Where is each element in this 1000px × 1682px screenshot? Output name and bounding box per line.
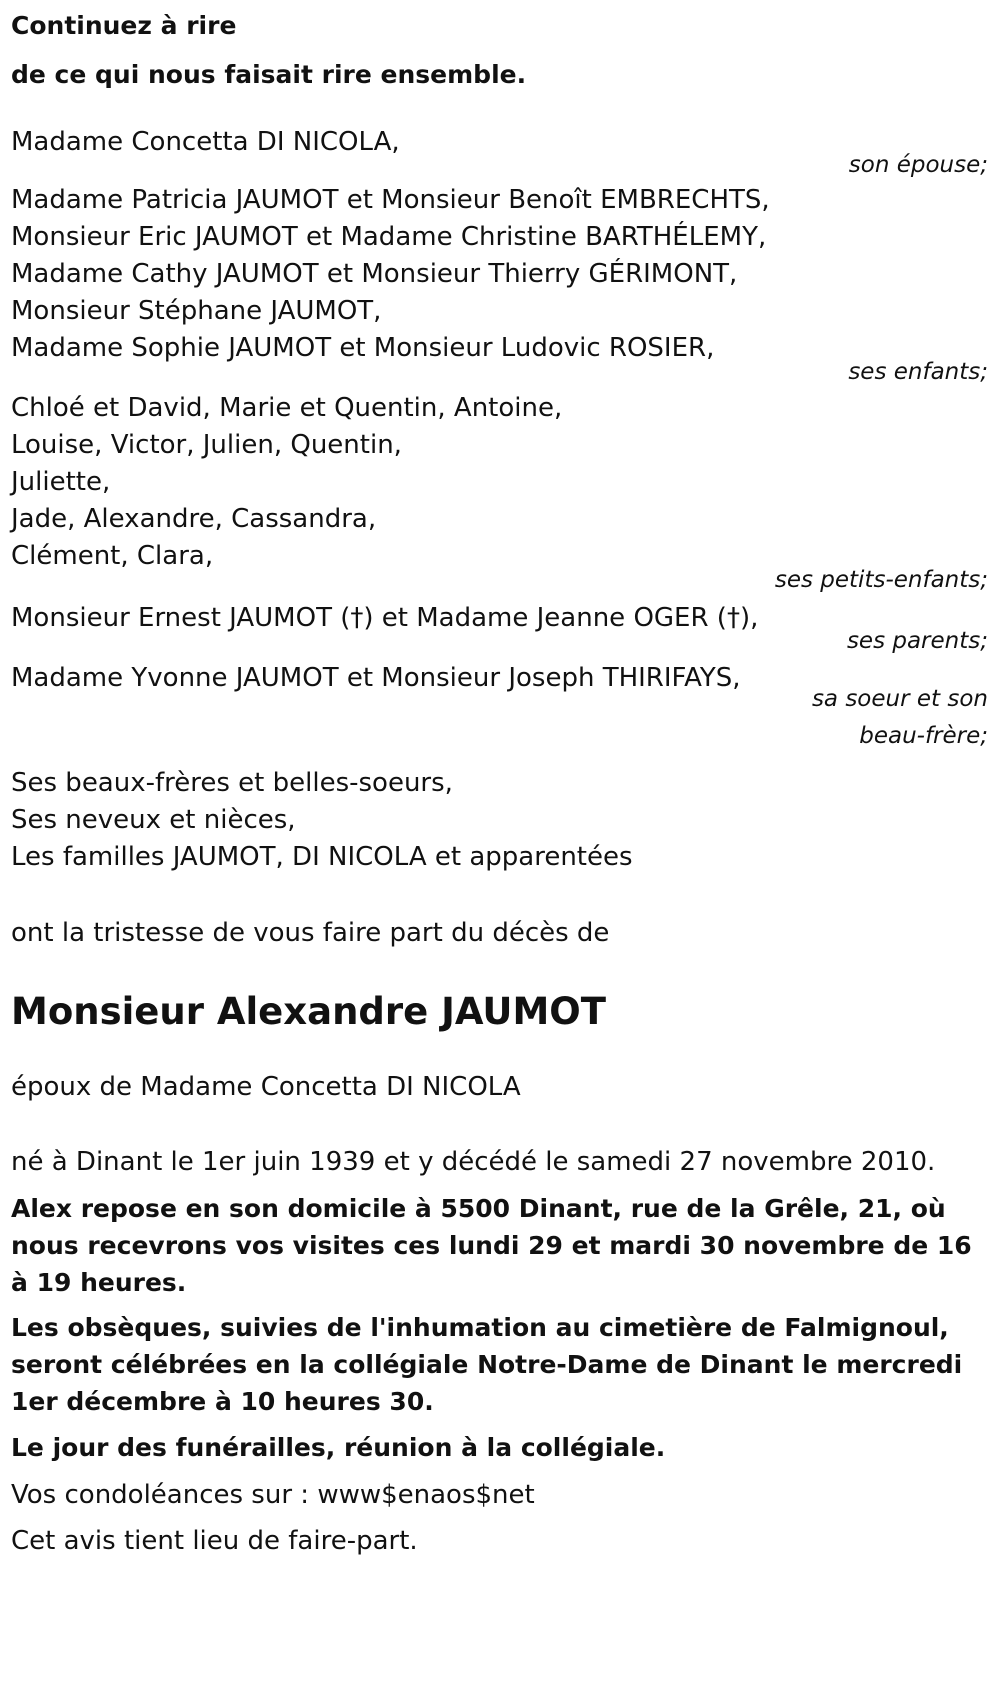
notice-line: Cet avis tient lieu de faire-part. <box>11 1526 418 1556</box>
relatives-line: Ses beaux-frères et belles-soeurs, <box>11 768 453 798</box>
family-name: Monsieur Eric JAUMOT et Madame Christine BARTHÉLEMY, <box>11 222 767 252</box>
spouse-line: époux de Madame Concetta DI NICOLA <box>11 1072 521 1102</box>
opening-quote <box>11 1 988 99</box>
family-group-spouse <box>11 122 988 185</box>
family-role: ses petits-enfants; <box>774 567 988 593</box>
condolences-line: Vos condoléances sur : www$enaos$net <box>11 1480 535 1510</box>
deceased-name: Monsieur Alexandre JAUMOT <box>11 990 606 1033</box>
family-group-parents <box>11 598 988 661</box>
family-name: Monsieur Stéphane JAUMOT, <box>11 296 382 326</box>
family-role: son épouse; <box>848 152 988 178</box>
family-role: sa soeur et son <box>811 686 988 712</box>
quote-line-2: de ce qui nous faisait rire ensemble. <box>11 60 527 89</box>
family-name: Madame Concetta DI NICOLA, <box>11 127 400 157</box>
other-relatives <box>11 765 988 876</box>
family-name: Clément, Clara, <box>11 541 214 571</box>
visitation-info: Alex repose en son domicile à 5500 Dinant, rue de la Grêle, 21, où nous recevrons vos visites ces lundi 29 et mardi 30 novembre de 16 à 19 heures. <box>11 1194 972 1297</box>
family-name: Louise, Victor, Julien, Quentin, <box>11 430 402 460</box>
relatives-line: Les familles JAUMOT, DI NICOLA et apparentées <box>11 842 633 872</box>
family-name: Madame Cathy JAUMOT et Monsieur Thierry GÉRIMONT, <box>11 259 738 289</box>
quote-line-1: Continuez à rire <box>11 11 237 40</box>
family-name: Juliette, <box>11 467 111 497</box>
family-name: Jade, Alexandre, Cassandra, <box>11 504 377 534</box>
family-name: Chloé et David, Marie et Quentin, Antoine, <box>11 393 563 423</box>
family-role: ses enfants; <box>848 359 988 385</box>
announcement: ont la tristesse de vous faire part du décès de <box>11 918 610 948</box>
family-role: ses parents; <box>846 628 988 654</box>
family-group-sister <box>11 658 988 755</box>
family-name: Monsieur Ernest JAUMOT (†) et Madame Jeanne OGER (†), <box>11 603 759 633</box>
obituary-column <box>11 1 988 1561</box>
relatives-line: Ses neveux et nièces, <box>11 805 296 835</box>
funeral-info: Les obsèques, suivies de l'inhumation au cimetière de Falmignoul, seront célébrées en la collégiale Notre-Dame de Dinant le mercredi 1er décembre à 10 heures 30. <box>11 1313 963 1416</box>
meeting-info: Le jour des funérailles, réunion à la collégiale. <box>11 1433 666 1462</box>
family-group-grandchildren <box>11 390 988 600</box>
family-role: beau-frère; <box>859 723 988 749</box>
family-group-children <box>11 182 988 392</box>
birth-death-line: né à Dinant le 1er juin 1939 et y décédé le samedi 27 novembre 2010. <box>11 1147 936 1177</box>
family-name: Madame Yvonne JAUMOT et Monsieur Joseph THIRIFAYS, <box>11 663 741 693</box>
family-name: Madame Patricia JAUMOT et Monsieur Benoît EMBRECHTS, <box>11 185 770 215</box>
obituary-page <box>0 1 1000 1682</box>
family-name: Madame Sophie JAUMOT et Monsieur Ludovic ROSIER, <box>11 333 715 363</box>
